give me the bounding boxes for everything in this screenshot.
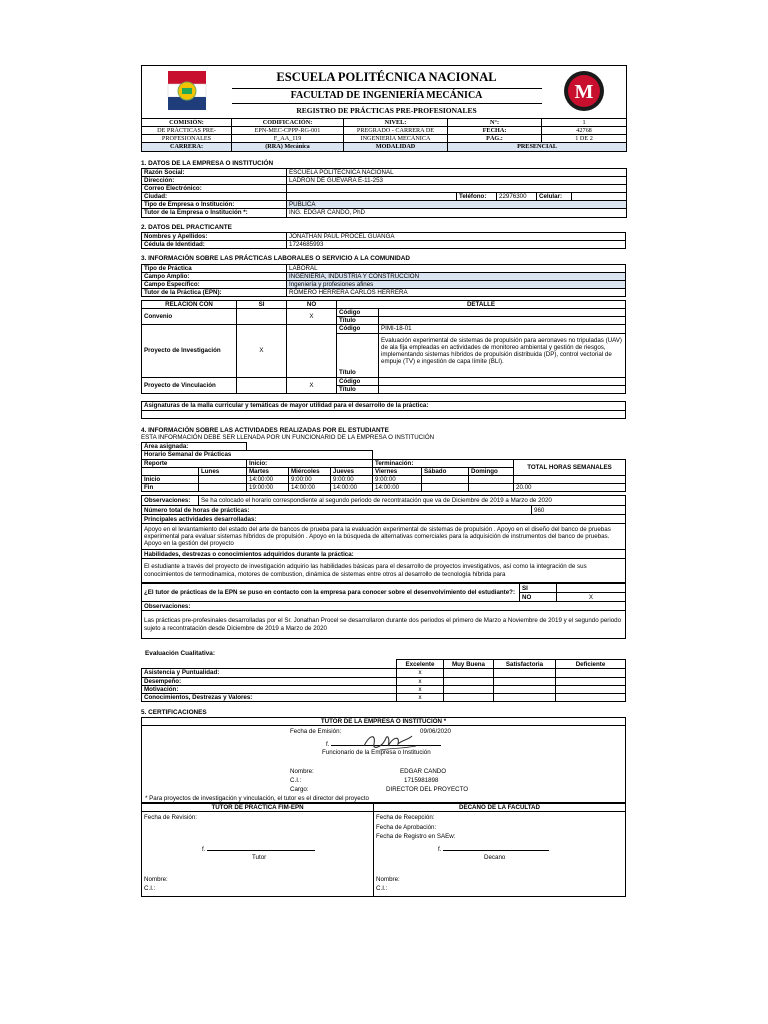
fin-lunes [199,483,247,491]
horario-label: Horario Semanal de Prácticas [142,451,373,459]
fin-jueves: 14:00:00 [331,483,373,491]
fin-viernes: 14:00:00 [373,483,422,491]
col-deficiente: Deficiente [556,660,626,669]
contacto-si-value [557,584,626,593]
celular-label: Celular: [537,193,572,201]
observaciones-2-value: Las prácticas pre-profesinales desarrolladas por el Sr. Jonathan Procel se desarrollaron durante dos periodos el primero de Marzo a Noviembre de 2019 y el segundo periodo sujeto a recontratación desde Diciembre de 2019 a Marzo de 2020 [142,611,626,639]
reporte-label: Reporte [142,459,247,467]
comision-label: COMISIÓN: [142,119,232,127]
titulo-label: Título [337,385,379,393]
modalidad-value: PRESENCIAL [448,143,627,151]
eval-mark: x [397,685,444,693]
firmas-table [141,803,626,897]
day-lunes: Lunes [199,467,247,475]
epn-logo [142,66,232,119]
telefono-label: Teléfono: [457,193,497,201]
comision-value-1: DE PRÁCTICAS PRE- [142,127,232,135]
firma-f: f. [202,846,206,854]
vinculacion-label: Proyecto de Vinculación [142,377,237,393]
vinculacion-no-mark: X [287,377,337,393]
proyecto-titulo-value: Evaluación experimental de sistemas de propulsión para aeronaves no tripuladas (UAV) de ala fija empleadas en actividades de monitoreo ambiental y gestión de riesgos, implementando sistemas híbridos de propulsión distribuida (DP), control vectorial de empuje (TV) e ingestión de capa límite (BLI). [379,333,626,377]
fin-martes: 19:00:00 [247,483,289,491]
firma-f: f. [438,846,442,854]
total-horas-value: 20.00 [514,483,626,491]
convenio-label: Convenio [142,309,237,325]
fecha-revision-label: Fecha de Revisión: [144,814,197,822]
section-3-title: 3. INFORMACIÓN SOBRE LAS PRÁCTICAS LABORALES O SERVICIO A LA COMUNIDAD [141,255,411,263]
col-muy-buena: Muy Buena [444,660,494,669]
habilidades-label: Habilidades, destrezas o conocimientos adquiridos durante la práctica: [142,550,626,559]
day-martes: Martes [247,467,289,475]
numero-label: N°: [448,119,542,127]
eval-mark: x [397,677,444,685]
cedula-value: 1724685993 [287,241,626,249]
tipo-empresa-value: PÚBLICA [287,201,627,209]
contacto-no-mark: X [557,593,626,602]
eval-mark: x [397,669,444,677]
decano-box [374,812,626,897]
tutor-ci-label: C.I.: [144,885,156,893]
eval-row-label: Conocimientos, Destrezas y Valores: [142,693,397,701]
pagina-label: PÁG.: [448,135,542,143]
nombre-label: Nombre: [290,768,314,776]
correo-value [287,185,627,193]
ciudad-label: Ciudad: [142,193,287,201]
codificacion-value-2: F_AA_119 [232,135,344,143]
practicante-table [141,232,626,249]
fecha-registro-label: Fecha de Registro en SAEw: [376,832,456,840]
convenio-no-mark: X [287,309,337,325]
section-1-title: 1. DATOS DE LA EMPRESA O INSTITUCIÓN [141,159,274,167]
titulo-label: Título [337,317,379,325]
fecha-recepcion-label: Fecha de Recepción: [376,814,435,822]
nombre-value: EDGAR CANDO [400,768,447,776]
university-name: ESCUELA POLITÉCNICA NACIONAL [232,66,542,89]
nivel-label: NIVEL: [344,119,448,127]
fin-sabado [422,483,469,491]
tutor-firma-row [202,844,315,853]
nombres-label: Nombres y Apellidos: [142,232,287,240]
terminacion-label: Terminación: [373,459,514,467]
ciudad-value [287,193,457,201]
inicio-miercoles: 9:00:00 [289,475,331,483]
tutor-empresa-value: ING. EDGAR CANDO, PhD [287,209,627,217]
decano-firma-row [438,844,549,853]
day-domingo: Domingo [469,467,514,475]
fecha-emision-value: 09/06/2020 [420,728,451,736]
section-5-title: 5. CERTIFICACIONES [141,708,207,716]
fin-domingo [469,483,514,491]
actividades-table [141,495,626,583]
funcionario-label: Funcionario de la Empresa o Institución [322,749,431,757]
cargo-value: DIRECTOR DEL PROYECTO [386,786,469,794]
contacto-si-label: SI [520,584,557,593]
fecha-aprobacion-label: Fecha de Aprobación: [376,823,437,831]
eval-row-label: Asistencia y Puntualidad: [142,669,397,677]
evaluacion-title: Evaluación Cualitativa: [145,650,215,658]
inicio-jueves: 9:00:00 [331,475,373,483]
codigo-label: Código [337,325,379,333]
actividades-value: Apoyo en el levantamiento del estado del arte de bancos de prueba para la evaluación experimental de sistemas de propulsión . Apoyo en el diseño del banco de pruebas experimental para evaluar sistemas híbridos de propulsión . Apoyo en la búsqueda de alternativas comerciales para la adquisición de instrumentos del banco de pruebas. Apoyo en la gestión del proyecto [142,524,626,550]
eval-row-label: Motivación: [142,685,397,693]
decano-heading: DECANO DE LA FACULTAD [374,804,626,812]
fin-miercoles: 14:00:00 [289,483,331,491]
tutor-fim-box [142,812,374,897]
correo-label: Correo Electrónico: [142,185,287,193]
fin-row-label: Fin [142,483,199,491]
proyecto-investigacion-label: Proyecto de Investigación [142,325,237,377]
day-sabado: Sábado [422,467,469,475]
contacto-no-label: NO [520,593,557,602]
tutor-firma-line [207,844,315,851]
header-table [141,65,627,152]
total-horas-practicas-label: Número total de horas de prácticas: [142,506,532,515]
codificacion-value-1: EPN-MEC-CPPP-RG-001 [232,127,344,135]
section-4-title: 4. INFORMACIÓN SOBRE LAS ACTIVIDADES REALIZADAS POR EL ESTUDIANTE [141,426,389,434]
cedula-label: Cédula de Identidad: [142,241,287,249]
day-miercoles: Miércoles [289,467,331,475]
celular-value [572,193,627,201]
carrera-value: (RRA) Mecánica [232,143,344,151]
fim-logo [542,66,627,119]
codificacion-label: CODIFICACIÓN: [232,119,344,127]
tutor-epn-label: Tutor de la Práctica (EPN): [142,288,287,296]
inicio-domingo [469,475,514,483]
empresa-table [141,168,627,218]
ci-label: C.I.: [290,777,302,785]
carrera-label: CARRERA: [142,143,232,151]
nivel-value-1: PREGRADO - CARRERA DE [344,127,448,135]
register-title: REGISTRO DE PRÁCTICAS PRE-PROFESIONALES [232,104,542,119]
nivel-value-2: INGENIERÍA MECÁNICA [344,135,448,143]
decano-nombre-label: Nombre: [376,876,400,884]
inicio-sabado [422,475,469,483]
section-2-title: 2. DATOS DEL PRACTICANTE [141,223,232,231]
inicio-lunes [199,475,247,483]
tipo-practica-label: Tipo de Práctica [142,264,287,272]
logo-letter: M [574,80,594,103]
tutor-epn-value: ROMERO HERRERA CARLOS HERRERA [287,288,626,296]
faculty-name: FACULTAD DE INGENIERÍA MECÁNICA [232,89,542,104]
certificacion-tutor-box [141,717,626,803]
observaciones-label: Observaciones: [142,496,199,506]
campo-amplio-label: Campo Amplio: [142,272,287,280]
direccion-value: LADRON DE GUEVARA E-11-253 [287,176,627,184]
eval-mark: x [397,693,444,701]
telefono-value: 22976300 [497,193,537,201]
inicio-row-label: Inicio [142,475,199,483]
asignaturas-label: Asignaturas de la malla curricular y temáticas de mayor utilidad para el desarrollo de la práctica: [142,401,626,410]
decano-ci-label: C.I.: [376,885,388,893]
fecha-emision-label: Fecha de Emisión: [290,728,342,736]
tipo-practica-value: LABORAL [287,264,626,272]
form-page [141,65,626,897]
asignaturas-table [141,401,626,419]
col-excelente: Excelente [397,660,444,669]
proyecto-codigo-value: PIMI-18-01 [379,325,626,333]
day-viernes: Viernes [373,467,422,475]
cargo-label: Cargo: [290,786,309,794]
asignaturas-value [142,410,626,418]
practica-table [141,264,626,298]
modalidad-label: MODALIDAD [344,143,448,151]
tutor-nombre-label: Nombre: [144,876,168,884]
titulo-label: Título [337,333,379,377]
campo-especifico-value: Ingeniería y profesiones afines [287,280,626,288]
campo-especifico-label: Campo Específico: [142,280,287,288]
tutor-empresa-heading: TUTOR DE LA EMPRESA O INSTITUCIÓN * [142,718,625,726]
area-label: Área asignada: [142,443,247,451]
decano-firma-line [443,844,549,851]
razon-label: Razón Social: [142,168,287,176]
inicio-martes: 14:00:00 [247,475,289,483]
tipo-empresa-label: Tipo de Empresa o Institución: [142,201,287,209]
direccion-label: Dirección: [142,176,287,184]
total-horas-practicas-value: 960 [532,506,626,515]
contacto-question: ¿El tutor de prácticas de la EPN se puso en contacto con la empresa para conocer sobre el desenvolvimiento del estudiante?: [142,584,520,602]
tutor-empresa-label: Tutor de la Empresa o Institución *: [142,209,287,217]
day-jueves: Jueves [331,467,373,475]
fecha-label: FECHA: [448,127,542,135]
fecha-value: 42768 [542,127,627,135]
total-horas-label: TOTAL HORAS SEMANALES [514,459,626,475]
eval-row-label: Desempeño: [142,677,397,685]
contacto-table [141,583,626,639]
codigo-label: Código [337,309,379,317]
no-header: NO [287,301,337,309]
firma-f: f. [326,741,330,749]
observaciones-value: Se ha colocado el horario correspondiente al segundo periodo de recontratación que va de Diciembre de 2019 a Marzo de 2020 [199,496,626,506]
proyecto-si-mark: X [237,325,287,377]
comision-value-2: PROFESIONALES [142,135,232,143]
ci-value: 1715981898 [404,777,439,785]
tutor-fim-heading: TUTOR DE PRÁCTICA FIM-EPN [142,804,374,812]
si-header: SI [237,301,287,309]
relacion-header: RELACIÓN CON [142,301,237,309]
nota-tutor: * Para proyectos de investigación y vinculación, el tutor es el director del proyecto [145,795,369,803]
decano-signature-label: Decano [484,854,506,862]
horario-table [141,442,626,492]
nombres-value: JONATHAN PAUL PROCEL GUANGA [287,232,626,240]
evaluacion-table [141,659,626,702]
inicio-viernes: 9:00:00 [373,475,422,483]
inicio-label: Inicio: [247,459,373,467]
observaciones-2-label: Observaciones: [142,602,626,611]
detalle-header: DETALLE [337,301,626,309]
tutor-signature-label: Tutor [252,854,267,862]
relacion-table [141,300,626,394]
razon-value: ESCUELA POLITECNICA NACIONAL [287,168,627,176]
section-4-subtitle: ESTA INFORMACIÓN DEBE SER LLENADA POR UN FUNCIONARIO DE LA EMPRESA O INSTITUCIÓN [141,434,435,442]
actividades-label: Principales actividades desarrolladas: [142,515,626,524]
col-satisfactoria: Satisfactoria [494,660,556,669]
habilidades-value: El estudiante a través del proyecto de investigación adquirio las habilidades básicas para el desarrollo de proyectos investigativos, así como la integración de sus conocimientos de termodinamica, motores de combustion, dinámica de sistemas entre otros al desarrollo de tecnología híbrida para [142,559,626,583]
numero-value: 1 [542,119,627,127]
codigo-label: Código [337,377,379,385]
campo-amplio-value: INGENIERIA, INDUSTRIA Y CONSTRUCCION [287,272,626,280]
pagina-value: 1 DE 2 [542,135,627,143]
